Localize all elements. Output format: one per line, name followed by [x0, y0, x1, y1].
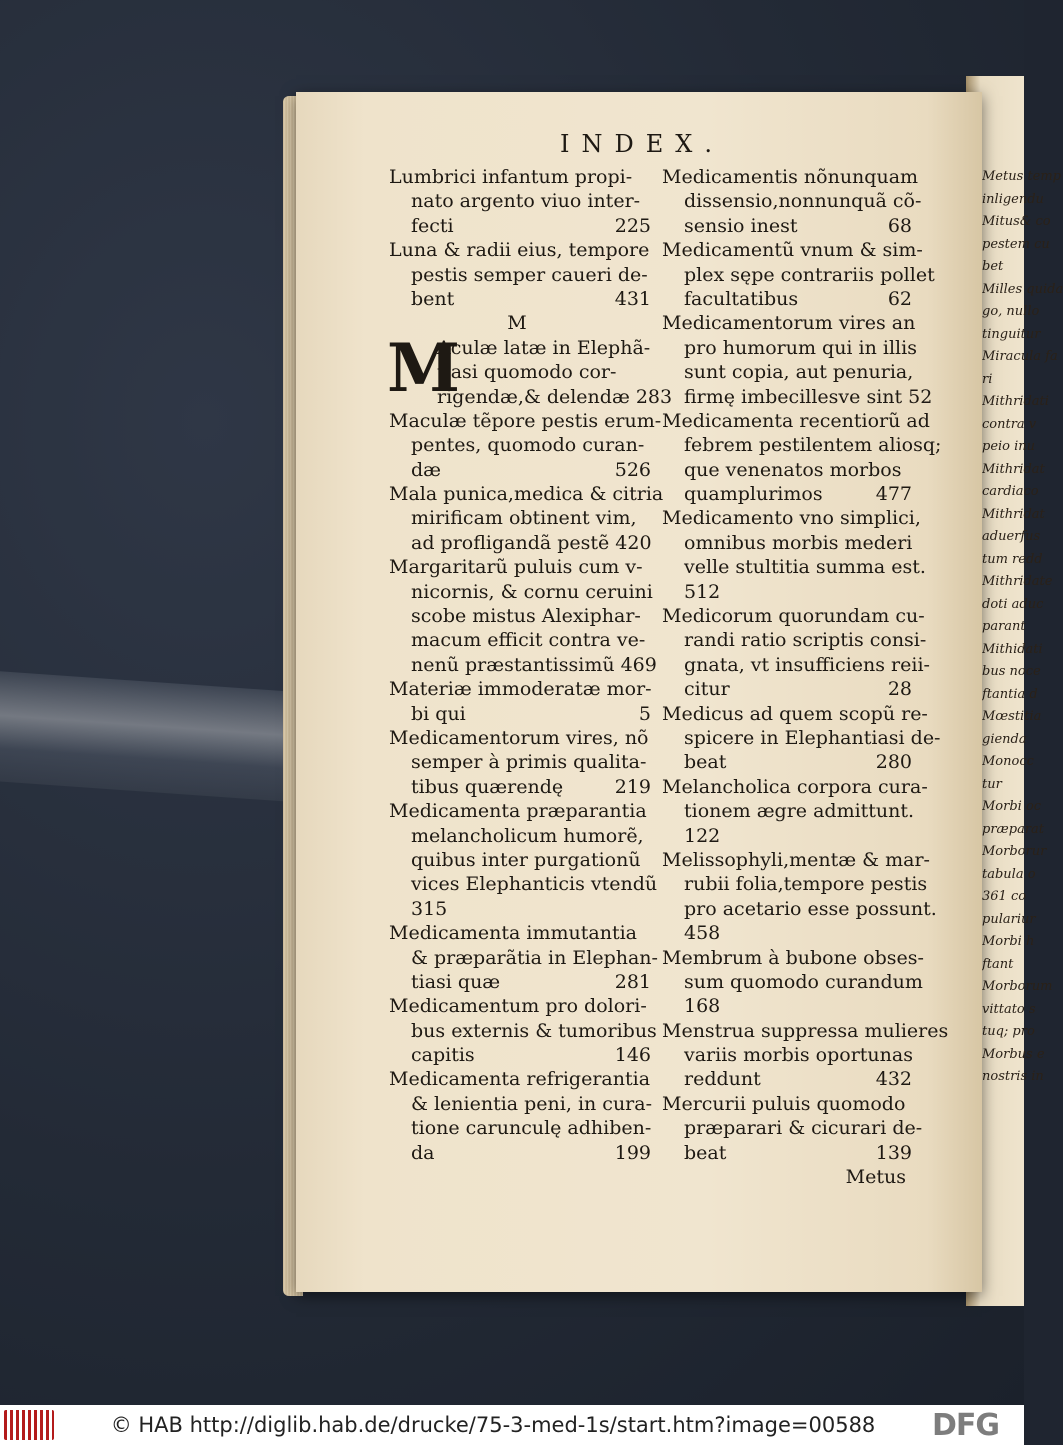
index-page-number [926, 628, 932, 652]
index-page-number [645, 433, 651, 457]
index-entry-text: ad profligandã pestẽ [411, 531, 610, 554]
adjacent-page-fragment: vittato s [982, 1001, 1036, 1017]
index-column-right [662, 165, 949, 1189]
index-line [662, 970, 923, 994]
adjacent-page-fragment: ftant [982, 956, 1014, 972]
index-line [662, 1019, 949, 1043]
index-page-number [527, 311, 533, 335]
index-line [389, 1116, 651, 1140]
index-line [662, 1067, 912, 1091]
index-page-number [918, 165, 924, 189]
index-entry-text: randi ratio scriptis consi- [684, 629, 927, 652]
index-page-number: 526 [614, 458, 651, 481]
index-page-number [646, 750, 652, 774]
index-line [662, 824, 912, 848]
adjacent-page-fragment: aduerfus [982, 529, 1041, 544]
adjacent-page-fragment: tabula o [982, 866, 1036, 882]
index-line [662, 1092, 912, 1116]
index-page-number [928, 775, 934, 799]
index-line [389, 848, 651, 872]
drop-capital: M [387, 329, 461, 407]
index-line [389, 555, 651, 579]
index-line [662, 1141, 912, 1165]
index-entry-text: plex sępe contrariis pollet [684, 263, 935, 286]
index-entry-text: 458 [684, 922, 721, 945]
index-entry-text: præparari & cicurari de- [684, 1117, 923, 1140]
index-entry-text: pro humorum qui in illis [684, 336, 917, 359]
index-line [389, 726, 651, 750]
index-entry-text: Medicus ad quem scopũ re- [662, 702, 928, 725]
index-page-number: 280 [875, 751, 912, 774]
index-line [389, 921, 651, 945]
index-page-number [645, 848, 651, 872]
index-line [389, 702, 651, 726]
index-entry-text: scobe mistus Alexiphar- [411, 605, 641, 628]
index-page-number [645, 165, 651, 189]
index-line [662, 409, 930, 433]
index-page-number [648, 263, 654, 287]
index-entry-text: Medicamenta immutantia [389, 922, 637, 945]
index-line [389, 872, 658, 896]
index-line [389, 214, 651, 238]
index-page-number [941, 433, 947, 457]
index-page-number [645, 921, 651, 945]
index-entry-text: nicornis, & cornu ceruini [411, 580, 653, 603]
index-line [662, 604, 925, 628]
index-page-number [653, 580, 659, 604]
index-page-number [913, 1043, 919, 1067]
index-entry-text: capitis [411, 1044, 475, 1067]
index-page-number [930, 848, 936, 872]
index-entry-text: Maculæ tẽpore pestis erum- [389, 409, 662, 432]
index-line [662, 702, 928, 726]
adjacent-page-fragment: doti aduc [982, 596, 1044, 612]
adjacent-page-fragment: Monocc [982, 754, 1034, 769]
adjacent-page-fragment: Mithridate [982, 574, 1053, 589]
adjacent-page-fragment: peio inu [982, 439, 1036, 454]
index-entry-text: Melissophyli,mentæ & mar- [662, 848, 930, 871]
index-page-number: 469 [620, 653, 657, 676]
index-entry-text: tionem ægre admittunt. [684, 800, 915, 823]
index-entry-text: Medicamenta præparantia [389, 800, 647, 823]
index-page-number [917, 336, 923, 360]
index-entry-text: citur [684, 678, 730, 701]
index-line [662, 165, 919, 189]
index-page-number [649, 238, 655, 262]
index-entry-text: variis morbis oportunas [684, 1044, 913, 1067]
index-line [389, 263, 651, 287]
index-entry-text: Materiæ immoderatæ mor- [389, 678, 652, 701]
index-entry-text: gnata, vt insufficiens reii- [684, 653, 930, 676]
index-entry-text: Medicamenta refrigerantia [389, 1068, 651, 1091]
index-page-number [924, 946, 930, 970]
index-entry-text: M [507, 312, 527, 335]
index-page-number [926, 555, 932, 579]
index-entry-text: sunt copia, aut penuria, [684, 361, 914, 384]
index-line [662, 1116, 923, 1140]
index-entry-text: febrem pestilentem aliosq; [684, 434, 942, 457]
adjacent-page-fragment: gienda [982, 731, 1027, 747]
index-page-number [930, 409, 936, 433]
index-page-number [906, 458, 912, 482]
index-line [662, 653, 930, 677]
index-line [662, 385, 933, 409]
index-page-number [948, 1019, 954, 1043]
index-line [662, 726, 941, 750]
index-entry-text: quamplurimos [684, 483, 823, 506]
index-page-number [645, 189, 651, 213]
adjacent-page-fragment: Mithridat [982, 506, 1045, 522]
index-page-number [927, 872, 933, 896]
index-entry-text: melancholicum humorẽ, [411, 824, 644, 847]
index-page-number [937, 897, 943, 921]
index-page-number: 199 [614, 1141, 651, 1164]
index-entry-text: Medicamenta recentiorũ ad [662, 409, 930, 432]
index-line [662, 458, 912, 482]
index-page-number [649, 726, 655, 750]
index-page-number: 5 [638, 702, 651, 725]
index-entry-text: dæ [411, 458, 442, 481]
index-entry-text: Mercurii puluis quomodo [662, 1092, 906, 1115]
index-line [389, 189, 651, 213]
index-entry-text: beat [684, 1141, 727, 1164]
index-page-number: 52 [908, 385, 933, 408]
index-line [389, 628, 651, 652]
index-page-number [645, 897, 651, 921]
index-line [389, 287, 651, 311]
index-entry-text: 122 [684, 824, 721, 847]
index-page-number [652, 1092, 658, 1116]
index-entry-text: nato argento viuo inter- [411, 190, 641, 213]
index-line [662, 1043, 912, 1067]
index-line [389, 433, 651, 457]
index-page-number: 139 [875, 1141, 912, 1164]
adjacent-page-fragment: Metus temp [982, 169, 1061, 184]
index-page-number [645, 628, 651, 652]
index-entry-text: macum efficit contra ve- [411, 629, 646, 652]
index-page-number [906, 1092, 912, 1116]
adjacent-page-fragment: Mitus& co [982, 214, 1051, 229]
index-entry-text: omnibus morbis mederi [684, 531, 913, 554]
adjacent-page-fragment: inligendu [982, 191, 1044, 207]
index-line [662, 775, 928, 799]
index-entry-text: Aculæ latæ in Elephã- [437, 336, 651, 359]
index-page-number [906, 921, 912, 945]
index-entry-text: reddunt [684, 1068, 761, 1091]
index-page-number: 62 [887, 287, 912, 310]
index-entry-text: Margaritarũ puluis cum v- [389, 556, 643, 579]
index-entry-text: 512 [684, 580, 721, 603]
index-line [389, 775, 651, 799]
index-line [389, 238, 651, 262]
index-entry-text: fecti [411, 214, 454, 237]
index-line [662, 336, 917, 360]
index-line [389, 946, 658, 970]
index-page-number [906, 824, 912, 848]
page-header: INDEX. [560, 130, 724, 158]
adjacent-page-fragment: Mithidati [982, 641, 1043, 657]
adjacent-page-fragment: parant [982, 619, 1026, 634]
index-entry-text: spicere in Elephantiasi de- [684, 726, 941, 749]
index-entry-text: sum quomodo curandum [684, 970, 923, 993]
index-line [389, 482, 664, 506]
index-entry-text: sensio inest [684, 214, 798, 237]
index-page-number [645, 604, 651, 628]
index-entry-text: & præparãtia in Elephan- [411, 946, 658, 969]
index-page-number [921, 506, 927, 530]
index-line [389, 506, 651, 530]
index-entry-text: Metus [845, 1166, 906, 1189]
index-line [662, 580, 912, 604]
index-entry-text: Mala punica,medica & citria [389, 483, 664, 506]
adjacent-page-fragment: Morborum [982, 979, 1053, 994]
adjacent-page-fragment: pulariur [982, 911, 1036, 927]
adjacent-page-fragment: bet [982, 259, 1004, 274]
index-entry-text: Lumbrici infantum propi- [389, 166, 633, 188]
index-line [389, 580, 651, 604]
index-line [662, 921, 912, 945]
index-page-number [921, 189, 927, 213]
index-entry-text: & lenientia peni, in cura- [411, 1092, 653, 1115]
index-page-number [930, 653, 936, 677]
adjacent-page-fragment: Morbi h [982, 934, 1035, 949]
index-line [662, 482, 912, 506]
index-line [389, 531, 651, 555]
index-entry-text: mirificam obtinent vim, [411, 507, 637, 530]
adjacent-page-fragment: ftantia d [982, 686, 1038, 702]
adjacent-page-fragment: contra v [982, 416, 1037, 432]
index-entry-text: Luna & radii eius, tempore [389, 239, 650, 262]
index-entry-text: Membrum à bubone obses- [662, 946, 924, 969]
index-page-number [647, 799, 653, 823]
index-page-number: 146 [614, 1044, 651, 1067]
index-line [389, 458, 651, 482]
adjacent-page-fragment: ri [982, 371, 993, 387]
index-line [662, 628, 927, 652]
index-entry-text: 168 [684, 995, 721, 1018]
index-line [389, 897, 651, 921]
index-page-number [645, 360, 651, 384]
index-page-number: 431 [614, 287, 651, 310]
index-page-number: 283 [635, 385, 673, 408]
index-line [389, 1092, 651, 1116]
index-line [389, 970, 651, 994]
index-page-number: 420 [615, 531, 652, 554]
adjacent-page-fragment: 361 co [982, 889, 1027, 904]
index-entry-text: tibus quærendę [411, 775, 564, 798]
index-page-number [913, 360, 919, 384]
adjacent-page-fragment: nostris in [982, 1069, 1044, 1084]
index-page-number [922, 1116, 928, 1140]
index-page-number [906, 580, 912, 604]
index-page-number [650, 336, 656, 360]
index-line [662, 946, 924, 970]
index-page-number [645, 824, 651, 848]
index-page-number [914, 799, 920, 823]
adjacent-page-fragment: Mœstitia [982, 709, 1042, 724]
index-entry-text: da [411, 1141, 435, 1164]
adjacent-page-fragment: Milles quida [982, 281, 1063, 297]
index-page-number [912, 531, 918, 555]
adjacent-page-fragment: go, nullo [982, 304, 1040, 319]
index-page-number [935, 263, 941, 287]
index-entry-text: pestis semper caueri de- [411, 263, 648, 286]
index-line [662, 555, 926, 579]
index-entry-text: quibus inter purgationũ [411, 848, 641, 871]
index-line [389, 653, 657, 677]
index-line [662, 238, 923, 262]
index-page-number: 28 [887, 678, 912, 701]
index-line [389, 1043, 651, 1067]
index-column-left [387, 165, 673, 1165]
index-line [662, 872, 928, 896]
index-line [662, 506, 921, 530]
index-line [662, 360, 912, 384]
index-line [662, 287, 912, 311]
index-line [389, 604, 651, 628]
adjacent-page-fragment: Mithridat [982, 461, 1045, 477]
index-entry-text: tione carunculę adhiben- [411, 1117, 652, 1140]
index-page-number [645, 506, 651, 530]
index-entry-text: Melancholica corpora cura- [662, 775, 928, 798]
dfg-logo: DFG [932, 1407, 1000, 1443]
index-entry-text: vices Elephanticis vtendũ [411, 873, 658, 896]
index-page-number [923, 238, 929, 262]
adjacent-page-fragment: tur [982, 776, 1002, 792]
adjacent-page-fragment: tinguitur [982, 326, 1041, 342]
adjacent-page-fragment: Miracula fa [982, 349, 1058, 364]
index-line [662, 1165, 912, 1189]
index-entry-text: Medicamento vno simplici, [662, 507, 921, 530]
adjacent-page-fragment: Morborur [982, 844, 1047, 859]
index-entry-text: nenũ præstantissimũ [411, 653, 615, 676]
index-line [662, 433, 942, 457]
index-line [389, 165, 651, 189]
index-page-number [928, 702, 934, 726]
index-line [662, 848, 930, 872]
index-entry-text: rigendæ,& delendæ [437, 385, 630, 408]
index-line [662, 531, 912, 555]
index-line [662, 214, 912, 238]
index-entry-text: firmę imbecillesve sint [684, 385, 903, 408]
footer-citation: © HAB http://diglib.hab.de/drucke/75-3-med-1s/start.htm?image=00588 [110, 1413, 876, 1437]
index-entry-text: 315 [411, 897, 448, 920]
footer-bar [0, 1405, 1024, 1445]
index-page-number [652, 677, 658, 701]
index-page-number: 281 [614, 970, 651, 993]
index-entry-text: bus externis & tumoribus [411, 1019, 657, 1042]
index-entry-text: Menstrua suppressa mulieres [662, 1019, 949, 1042]
adjacent-page-fragment: Mithridati [982, 394, 1049, 409]
index-entry-text: rubii folia,tempore pestis [684, 873, 928, 896]
index-page-number: 432 [875, 1068, 912, 1091]
index-line [662, 263, 935, 287]
adjacent-page-fragment: Morbi oc [982, 799, 1042, 814]
index-line [389, 1141, 651, 1165]
index-page-number [906, 994, 912, 1018]
adjacent-page-fragment: tum redd [982, 551, 1043, 567]
index-entry-text: beat [684, 751, 727, 774]
index-entry-text: Medicamentorum vires, nõ [389, 726, 649, 749]
index-entry-text: que venenatos morbos [684, 458, 902, 481]
adjacent-page-fragment: bus noce [982, 664, 1041, 679]
adjacent-page-fragment: Morbus e [982, 1046, 1045, 1062]
adjacent-page-fragment: tuq; pro [982, 1024, 1035, 1039]
index-line [389, 824, 651, 848]
index-page-number [651, 1116, 657, 1140]
index-entry-text: bi qui [411, 702, 466, 725]
index-entry-text: dissensio,nonnunquã cõ- [684, 190, 922, 213]
hab-logo-icon [4, 1410, 54, 1440]
adjacent-page-fragment: cardiaco [982, 484, 1039, 499]
index-entry-text: pentes, quomodo curan- [411, 434, 645, 457]
index-line [662, 750, 912, 774]
index-entry-text: semper à primis qualita- [411, 751, 647, 774]
index-page-number: 68 [887, 214, 912, 237]
adjacent-page-fragment: præparat [982, 821, 1045, 837]
index-line [389, 677, 651, 701]
index-entry-text: Medicamentũ vnum & sim- [662, 239, 923, 262]
adjacent-page-fragment: pestem cu [982, 236, 1050, 252]
index-line [389, 1067, 651, 1091]
index-page-number [915, 311, 921, 335]
index-page-number [923, 970, 929, 994]
index-line [662, 677, 912, 701]
index-page-number [645, 555, 651, 579]
index-page-number [925, 604, 931, 628]
index-entry-text: bent [411, 287, 455, 310]
index-entry-text: tiasi quæ [411, 970, 501, 993]
index-page-number: 225 [614, 214, 651, 237]
index-entry-text: Medicorum quorundam cu- [662, 605, 925, 628]
index-line [662, 897, 937, 921]
index-line [662, 994, 912, 1018]
index-entry-text: Medicamentorum vires an [662, 312, 916, 335]
index-entry-text: pro acetario esse possunt. [684, 897, 937, 920]
index-line [389, 750, 651, 774]
index-entry-text: Medicamentis nõnunquam [662, 166, 919, 188]
index-page-number [650, 1067, 656, 1091]
index-entry-text: Medicamentum pro dolori- [389, 995, 647, 1018]
index-line [389, 1019, 657, 1043]
index-line [662, 311, 916, 335]
index-page-number: 219 [614, 775, 651, 798]
index-entry-text: facultatibus [684, 287, 799, 310]
index-line [389, 799, 651, 823]
index-entry-text: tiasi quomodo cor- [437, 361, 617, 384]
index-entry-text: velle stultitia summa est. [684, 556, 926, 579]
index-line [389, 994, 651, 1018]
index-page-number [940, 726, 946, 750]
index-line [662, 189, 922, 213]
index-page-number: 477 [875, 483, 912, 506]
index-line [662, 799, 915, 823]
index-page-number [906, 1165, 912, 1189]
index-page-number [647, 994, 653, 1018]
index-line [389, 409, 662, 433]
